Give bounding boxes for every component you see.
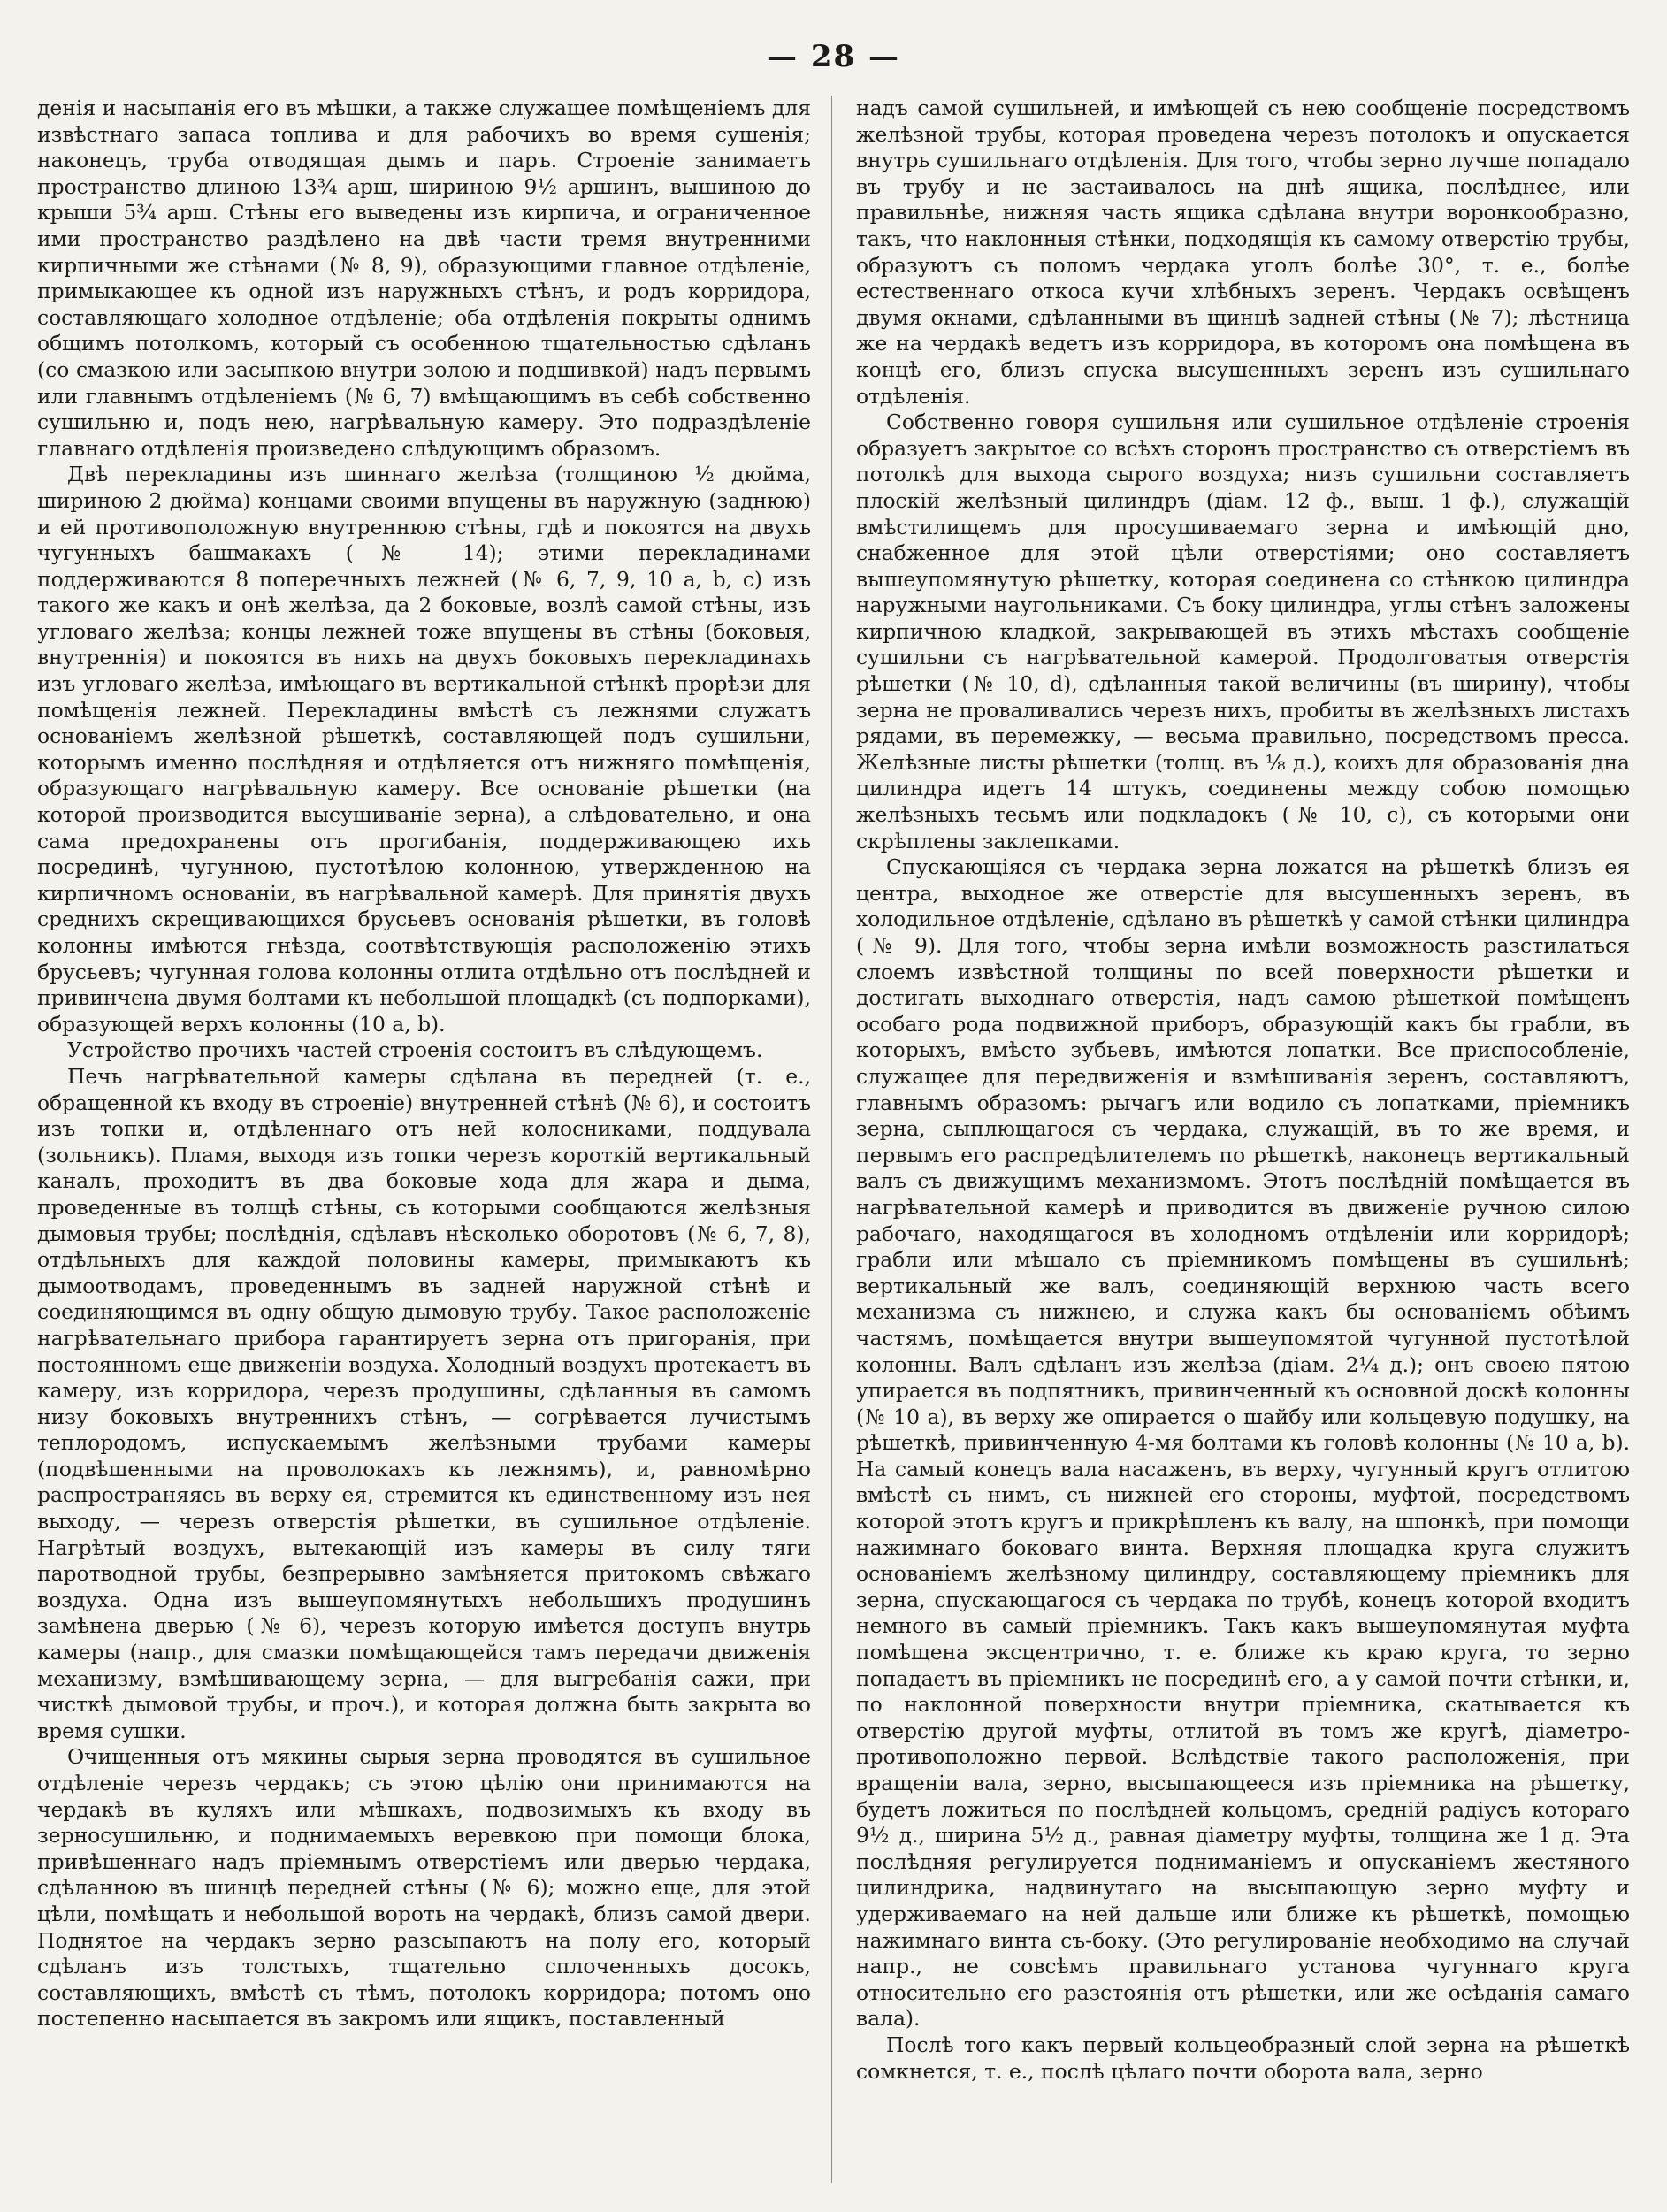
paragraph: Двѣ перекладины изъ шиннаго желѣза (толщиною ½ дюйма, шириною 2 дюйма) концами своими впущены въ наружную (заднюю) и ей противоположную внутреннюю стѣны, гдѣ и покоятся на двухъ чугунныхъ башмакахъ (№ 14); этими перекладинами поддерживаются 8 поперечныхъ лежней (№ 6, 7, 9, 10 a, b, c) изъ такого же какъ и онѣ желѣза, да 2 боковые, возлѣ самой стѣны, изъ угловаго желѣза; концы лежней тоже впущены въ стѣны (боковыя, внутреннія) и покоятся въ нихъ на двухъ боковыхъ перекладинахъ изъ угловаго желѣза, имѣющаго въ вертикальной стѣнкѣ прорѣзи для помѣщенія лежней. Перекладины вмѣстѣ съ лежнями служатъ основаніемъ желѣзной рѣшеткѣ, составляющей подъ сушильни, которымъ именно послѣдняя и отдѣляется отъ нижняго помѣщенія, образующаго нагрѣвальную камеру. Все основаніе рѣшетки (на которой производится высушиваніе зерна), а слѣдовательно, и она сама предохранены отъ прогибанія, поддерживающею ихъ посрединѣ, чугунною, пустотѣлою колонною, утвержденною на кирпичномъ основаніи, въ нагрѣвальной камерѣ. Для принятія двухъ среднихъ скрещивающихся брусьевъ основанія рѣшетки, въ головѣ колонны имѣются гнѣзда, соотвѣтствующія расположенію этихъ брусьевъ; чугунная голова колонны отлита отдѣльно отъ послѣдней и привинчена двумя болтами къ небольшой площадкѣ (съ подпорками), образующей верхъ колонны (10 a, b). — [37, 462, 811, 1037]
paragraph: надъ самой сушильней, и имѣющей съ нею сообщеніе посредствомъ желѣзной трубы, которая проведена черезъ потолокъ и опускается внутрь сушильнаго отдѣленія. Для того, чтобы зерно лучше попадало въ трубу и не застаивалось на днѣ ящика, послѣднее, или правильнѣе, нижняя часть ящика сдѣлана внутри воронкообразно, такъ, что наклонныя стѣнки, подходящія къ самому отверстію трубы, образуютъ съ поломъ чердака уголъ болѣе 30°, т. е., болѣе естественнаго откоса кучи хлѣбныхъ зеренъ. Чердакъ освѣщенъ двумя окнами, сдѣланными въ щинцѣ задней стѣны (№ 7); лѣстница же на чердакѣ ведетъ изъ корридора, въ которомъ она помѣщена въ концѣ его, близъ спуска высушенныхъ зеренъ изъ сушильнаго отдѣленія. — [856, 96, 1630, 409]
paragraph: Печь нагрѣвательной камеры сдѣлана въ передней (т. е., обращенной къ входу въ строеніе) внутренней стѣнѣ (№ 6), и состоитъ изъ топки и, отдѣленнаго отъ ней колосниками, поддувала (зольникъ). Пламя, выходя изъ топки черезъ короткій вертикальный каналъ, проходитъ въ два боковые хода для жара и дыма, проведенные въ толщѣ стѣны, съ которыми сообщаются желѣзныя дымовыя трубы; послѣднія, сдѣлавъ нѣсколько оборотовъ (№ 6, 7, 8), отдѣльныхъ для каждой половины камеры, примыкаютъ къ дымоотводамъ, проведеннымъ въ задней наружной стѣнѣ и соединяющимся въ одну общую дымовую трубу. Такое расположеніе нагрѣвательнаго прибора гарантируетъ зерна отъ пригоранія, при постоянномъ еще движеніи воздуха. Холодный воздухъ протекаетъ въ камеру, изъ корридора, черезъ продушины, сдѣланныя въ самомъ низу боковыхъ внутреннихъ стѣнъ, — согрѣвается лучистымъ теплородомъ, испускаемымъ желѣзными трубами камеры (подвѣшенными на проволокахъ къ лежнямъ), и, равномѣрно распространяясь въ верху ея, стремится къ единственному изъ нея выходу, — черезъ отверстія рѣшетки, въ сушильное отдѣленіе. Нагрѣтый воздухъ, вытекающій изъ камеры въ силу тяги паротводной трубы, безпрерывно замѣняется притокомъ свѣжаго воздуха. Одна изъ вышеупомянутыхъ небольшихъ продушинъ замѣнена дверью (№ 6), черезъ которую имѣется доступъ внутрь камеры (напр., для смазки помѣщающейся тамъ передачи движенія механизму, взмѣшивающему зерна, — для выгребанія сажи, при чисткѣ дымовой трубы, и проч.), и которая должна быть закрыта во время сушки. — [37, 1063, 811, 1743]
paragraph: Спускающіяся съ чердака зерна ложатся на рѣшеткѣ близъ ея центра, выходное же отверстіе для высушенныхъ зеренъ, въ холодильное отдѣленіе, сдѣлано въ рѣшеткѣ у самой стѣнки цилиндра (№ 9). Для того, чтобы зерна имѣли возможность разстилаться слоемъ извѣстной толщины по всей поверхности рѣшетки и достигать выходнаго отверстія, надъ самою рѣшеткой помѣщенъ особаго рода подвижной приборъ, образующій какъ бы грабли, въ которыхъ, вмѣсто зубьевъ, имѣются лопатки. Все приспособленіе, служащее для передвиженія и взмѣшиванія зеренъ, составляютъ, главнымъ образомъ: рычагъ или водило съ лопатками, пріемникъ зерна, сыплющагося съ чердака, служащій, въ то же время, и первымъ его распредѣлителемъ по рѣшеткѣ, наконецъ вертикальный валъ съ движущимъ механизмомъ. Этотъ послѣдній помѣщается въ нагрѣвательной камерѣ и приводится въ движеніе ручною силою рабочаго, находящагося въ холодномъ отдѣленіи или корридорѣ; грабли или мѣшало съ пріемникомъ помѣщены въ сушильнѣ; вертикальный же валъ, соединяющій верхнюю часть всего механизма съ нижнею, и служа какъ бы основаніемъ обѣимъ частямъ, помѣщается внутри вышеупомятой чугунной пустотѣлой колонны. Валъ сдѣланъ изъ желѣза (діам. 2¼ д.); онъ своею пятою упирается въ подпятникъ, привинченный къ основной доскѣ колонны (№ 10 a), въ верху же опирается о шайбу или кольцевую подушку, на рѣшеткѣ, привинченную 4-мя болтами къ головѣ колонны (№ 10 a, b). На самый конецъ вала насаженъ, въ верху, чугунный кругъ отлитою вмѣстѣ съ нимъ, съ нижней его стороны, муфтой, посредствомъ которой этотъ кругъ и прикрѣпленъ къ валу, на шпонкѣ, при помощи нажимнаго боковаго винта. Верхняя площадка круга служитъ основаніемъ желѣзному цилиндру, составляющему пріемникъ для зерна, спускающагося съ чердака по трубѣ, конецъ которой входитъ немного въ самый пріемникъ. Такъ какъ вышеупомянутая муфта помѣщена эксцентрично, т. е. ближе къ краю круга, то зерно попадаетъ въ пріемникъ не посрединѣ его, а у самой почти стѣнки, и, по наклонной поверхности внутри пріемника, скатывается къ отверстію другой муфты, отлитой въ томъ же кругѣ, діаметро-противоположно первой. Вслѣдствіе такого расположенія, при вращеніи вала, зерно, высыпающееся изъ пріемника на рѣшетку, будетъ ложиться по послѣдней кольцомъ, средній радіусъ котораго 9½ д., ширина 5½ д., равная діаметру муфты, толщина же 1 д. Эта послѣдняя регулируется подниманіемъ и опусканіемъ жестяного цилиндрика, надвинутаго на высыпающую зерно муфту и удерживаемаго на ней дальше или ближе къ рѣшеткѣ, помощью нажимнаго винта съ-боку. (Это регулированіе необходимо на случай напр., не совсѣмъ правильнаго установа чугуннаго круга относительно его разстоянія отъ рѣшетки, или же осѣданія самаго вала). — [856, 854, 1630, 2032]
paragraph: Устройство прочихъ частей строенія состоитъ въ слѣдующемъ. — [67, 1037, 763, 1063]
right-column — [856, 96, 1630, 2192]
paragraph: Очищенныя отъ мякины сырыя зерна проводятся въ сушильное отдѣленіе черезъ чердакъ; съ этою цѣлію они принимаются на чердакѣ въ куляхъ или мѣшкахъ, подвозимыхъ къ входу въ зерносушильню, и поднимаемыхъ веревкою при помощи блока, привѣшеннаго надъ пріемнымъ отверстіемъ или дверью чердака, сдѣланною въ шинцѣ передней стѣны (№ 6); можно еще, для этой цѣли, помѣщать и небольшой вороть на чердакѣ, близъ самой двери. Поднятое на чердакъ зерно разсыпаютъ на полу его, который сдѣланъ изъ толстыхъ, тщательно сплоченныхъ досокъ, составляющихъ, вмѣстѣ съ тѣмъ, потолокъ корридора; потомъ оно постепенно насыпается въ закромъ или ящикъ, поставленный — [37, 1744, 811, 2032]
left-column — [37, 96, 811, 2192]
paragraph: Собственно говоря сушильня или сушильное отдѣленіе строенія образуетъ закрытое со всѣхъ сторонъ пространство съ отверстіемъ въ потолкѣ для выхода сырого воздуха; низъ сушильни составляетъ плоскій желѣзный цилиндръ (діам. 12 ф., выш. 1 ф.), служащій вмѣстилищемъ для просушиваемаго зерна и имѣющій дно, снабженное для этой цѣли отверстіями; оно составляетъ вышеупомянутую рѣшетку, которая соединена со стѣнкою цилиндра наружными наугольниками. Съ боку цилиндра, углы стѣнъ заложены кирпичною кладкой, закрывающей въ этихъ мѣстахъ сообщеніе сушильни съ нагрѣвательной камерой. Продолговатыя отверстія рѣшетки (№ 10, d), сдѣланныя такой величины (въ ширину), чтобы зерна не проваливались черезъ нихъ, пробиты въ желѣзныхъ листахъ рядами, въ перемежку, — весьма правильно, посредствомъ пресса. Желѣзные листы рѣшетки (толщ. въ ⅛ д.), коихъ для образованія дна цилиндра идетъ 14 штукъ, соединены между собою помощью желѣзныхъ тесьмъ или подкладокъ (№ 10, c), съ которыми они скрѣплены заклепками. — [856, 409, 1630, 853]
column-divider — [831, 96, 832, 2183]
paragraph: денія и насыпанія его въ мѣшки, а также служащее помѣщеніемъ для извѣстнаго запаса топлива и для рабочихъ во время сушенія; наконецъ, труба отводящая дымъ и паръ. Строеніе занимаетъ пространство длиною 13¾ арш, шириною 9½ аршинъ, вышиною до крыши 5¾ арш. Стѣны его выведены изъ кирпича, и ограниченное ими пространство раздѣлено на двѣ части тремя внутренними кирпичными же стѣнами (№ 8, 9), образующими главное отдѣленіе, примыкающее къ одной изъ наружныхъ стѣнъ, и родъ корридора, составляющаго холодное отдѣленіе; оба отдѣленія покрыты однимъ общимъ потолкомъ, который съ особенною тщательностью сдѣланъ (со смазкою или засыпкою внутри золою и подшивкой) надъ первымъ или главнымъ отдѣленіемъ (№ 6, 7) вмѣщающимъ въ себѣ собственно сушильню и, подъ нею, нагрѣвальную камеру. Это подраздѣленіе главнаго отдѣленія произведено слѣдующимъ образомъ. — [37, 96, 811, 461]
page-number: — 28 — — [767, 39, 900, 74]
paragraph: Послѣ того какъ первый кольцеобразный слой зерна на рѣшеткѣ сомкнется, т. е., послѣ цѣлаго почти оборота вала, зерно — [856, 2032, 1630, 2084]
